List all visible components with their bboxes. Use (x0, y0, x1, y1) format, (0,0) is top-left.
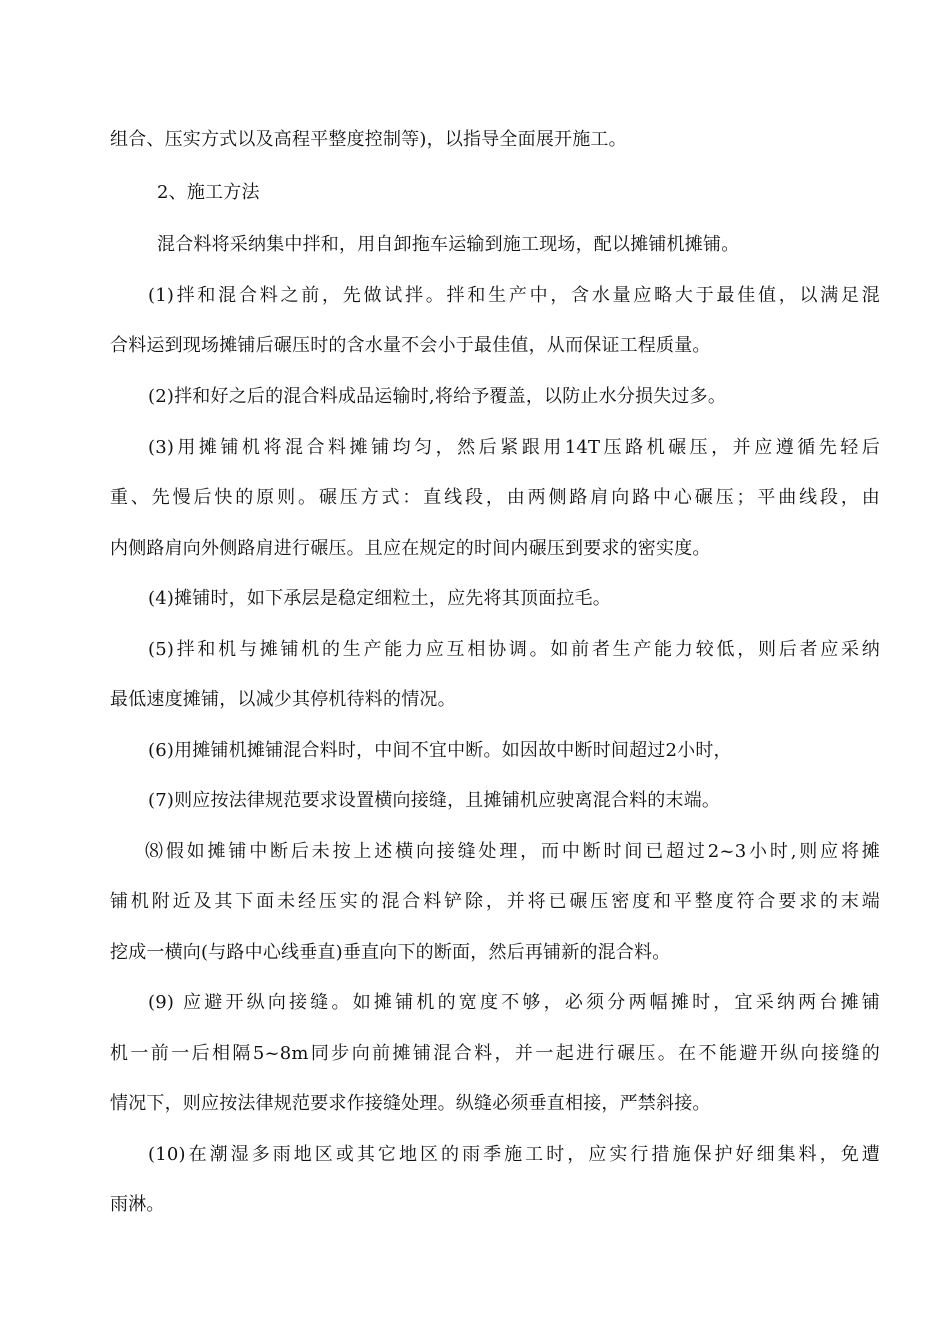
section-heading: 2、施工方法 (157, 182, 260, 203)
paragraph-line: 混合料将采纳集中拌和，用自卸拖车运输到施工现场，配以摊铺机摊铺。 (157, 234, 740, 255)
paragraph-line: (7)则应按法律规范要求设置横向接缝，且摊铺机应驶离混合料的末端。 (148, 790, 721, 811)
paragraph-line: 铺机附近及其下面未经压实的混合料铲除，并将已碾压密度和平整度符合要求的末端 (110, 891, 880, 912)
paragraph-line: 重、先慢后快的原则。碾压方式：直线段，由两侧路肩向路中心碾压；平曲线段，由 (110, 487, 880, 508)
paragraph-line: 挖成一横向(与路中心线垂直)垂直向下的断面，然后再铺新的混合料。 (110, 942, 671, 963)
paragraph-line: (9) 应避开纵向接缝。如摊铺机的宽度不够，必须分两幅摊时，宜采纳两台摊铺 (148, 992, 880, 1013)
paragraph-line: (1)拌和混合料之前，先做试拌。拌和生产中，含水量应略大于最佳值，以满足混 (148, 285, 880, 306)
paragraph-line: (4)摊铺时，如下承层是稳定细粒土，应先将其顶面拉毛。 (148, 588, 611, 609)
paragraph-line: (10)在潮湿多雨地区或其它地区的雨季施工时，应实行措施保护好细集料，免遭 (148, 1144, 880, 1165)
paragraph-line: (5)拌和机与摊铺机的生产能力应互相协调。如前者生产能力较低，则后者应采纳 (148, 639, 880, 660)
paragraph-line: (3)用摊铺机将混合料摊铺均匀，然后紧跟用14T压路机碾压，并应遵循先轻后 (148, 437, 880, 458)
paragraph-line: 组合、压实方式以及高程平整度控制等)，以指导全面展开施工。 (110, 129, 627, 150)
paragraph-line: 内侧路肩向外侧路肩进行碾压。且应在规定的时间内碾压到要求的密实度。 (110, 538, 711, 559)
paragraph-line: ⑻假如摊铺中断后未按上述横向接缝处理，而中断时间已超过2~3小时,则应将摊 (145, 841, 880, 862)
paragraph-line: 合料运到现场摊铺后碾压时的含水量不会小于最佳值，从而保证工程质量。 (110, 335, 711, 356)
paragraph-line: (6)用摊铺机摊铺混合料时，中间不宜中断。如因故中断时间超过2小时， (148, 740, 732, 761)
paragraph-line: (2)拌和好之后的混合料成品运输时,将给予覆盖，以防止水分损失过多。 (148, 386, 727, 407)
paragraph-line: 最低速度摊铺，以减少其停机待料的情况。 (110, 689, 456, 710)
paragraph-line: 情况下，则应按法律规范要求作接缝处理。纵缝必须垂直相接，严禁斜接。 (110, 1093, 711, 1114)
paragraph-line: 雨淋。 (110, 1194, 165, 1215)
paragraph-line: 机一前一后相隔5~8m同步向前摊铺混合料，并一起进行碾压。在不能避开纵向接缝的 (110, 1043, 880, 1064)
